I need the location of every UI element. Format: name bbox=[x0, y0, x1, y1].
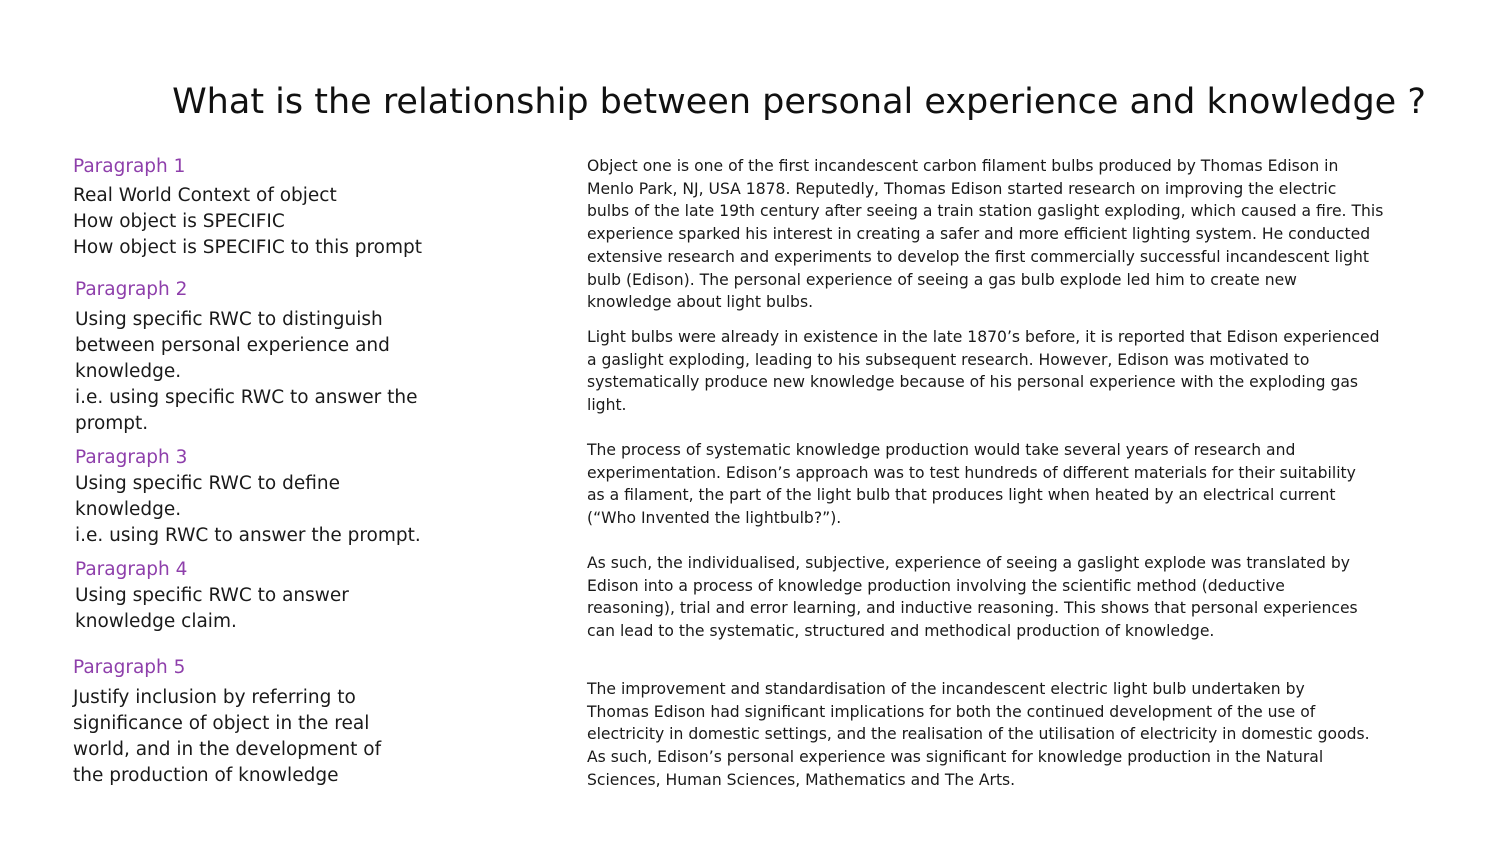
outline-heading: Paragraph 1 bbox=[73, 156, 186, 177]
outline-line: How object is SPECIFIC to this prompt bbox=[73, 237, 423, 258]
outline-line: prompt. bbox=[75, 413, 149, 434]
essay-line: Menlo Park, NJ, USA 1878. Reputedly, Thomas Edison started research on improving the electric bbox=[587, 179, 1337, 198]
outline-line: knowledge claim. bbox=[75, 611, 237, 632]
essay-line: knowledge about light bulbs. bbox=[587, 293, 814, 312]
outline-column bbox=[0, 0, 520, 844]
outline-line: i.e. using RWC to answer the prompt. bbox=[75, 525, 421, 546]
essay-line: bulb (Edison). The personal experience of seeing a gas bulb explode led him to create new bbox=[587, 270, 1297, 289]
essay-line: Edison into a process of knowledge production involving the scientific method (deductive bbox=[587, 576, 1285, 595]
essay-paragraph-4 bbox=[587, 552, 1427, 643]
essay-line: (“Who Invented the lightbulb?”). bbox=[587, 509, 842, 528]
essay-line: reasoning), trial and error learning, and inductive reasoning. This shows that personal experiences bbox=[587, 599, 1358, 618]
essay-line: Light bulbs were already in existence in the late 1870’s before, it is reported that Edison experienced bbox=[587, 328, 1380, 346]
outline-paragraph-5 bbox=[73, 655, 543, 789]
essay-line: experience sparked his interest in creating a safer and more efficient lighting system. He conducted bbox=[587, 225, 1371, 244]
page-title-text: What is the relationship between personal experience and knowledge ? bbox=[172, 82, 1426, 122]
outline-paragraph-1 bbox=[73, 154, 543, 261]
essay-line: bulbs of the late 19th century after seeing a train station gaslight exploding, which caused a fire. This bbox=[587, 202, 1384, 221]
essay-line: As such, the individualised, subjective, experience of seeing a gaslight explode was translated by bbox=[587, 554, 1350, 572]
essay-line: Object one is one of the first incandescent carbon filament bulbs produced by Thomas Edison in bbox=[587, 157, 1339, 175]
outline-paragraph-4 bbox=[75, 557, 545, 635]
outline-heading: Paragraph 5 bbox=[73, 657, 186, 678]
outline-line: between personal experience and bbox=[75, 335, 390, 356]
essay-line: a gaslight exploding, leading to his subsequent research. However, Edison was motivated to bbox=[587, 350, 1310, 369]
essay-line: experimentation. Edison’s approach was to test hundreds of different materials for their suitability bbox=[587, 463, 1356, 482]
essay-line: The improvement and standardisation of the incandescent electric light bulb undertaken by bbox=[587, 680, 1305, 698]
outline-line: Using specific RWC to distinguish bbox=[75, 309, 383, 330]
outline-line: Justify inclusion by referring to bbox=[73, 687, 356, 708]
essay-paragraph-1 bbox=[587, 155, 1427, 314]
outline-line: Using specific RWC to answer bbox=[75, 585, 349, 606]
outline-line: the production of knowledge bbox=[73, 765, 339, 786]
outline-line: Real World Context of object bbox=[73, 185, 337, 206]
essay-paragraph-2 bbox=[587, 326, 1427, 417]
outline-heading: Paragraph 3 bbox=[75, 447, 188, 468]
outline-line: Using specific RWC to define bbox=[75, 473, 340, 494]
outline-line: i.e. using specific RWC to answer the bbox=[75, 387, 418, 408]
outline-line: How object is SPECIFIC bbox=[73, 211, 285, 232]
outline-paragraph-3 bbox=[75, 445, 545, 549]
essay-paragraph-5 bbox=[587, 678, 1427, 792]
essay-line: can lead to the systematic, structured and methodical production of knowledge. bbox=[587, 622, 1215, 641]
essay-line: electricity in domestic settings, and the realisation of the utilisation of electricity in domestic goods. bbox=[587, 725, 1370, 744]
outline-line: knowledge. bbox=[75, 361, 182, 382]
outline-line: significance of object in the real bbox=[73, 713, 370, 734]
essay-line: light. bbox=[587, 396, 627, 415]
essay-line: as a filament, the part of the light bulb that produces light when heated by an electrical current bbox=[587, 486, 1336, 505]
essay-line: Sciences, Human Sciences, Mathematics and The Arts. bbox=[587, 770, 1016, 789]
essay-line: extensive research and experiments to develop the first commercially successful incandescent light bbox=[587, 247, 1370, 266]
outline-paragraph-2 bbox=[75, 277, 545, 437]
outline-heading: Paragraph 4 bbox=[75, 559, 188, 580]
essay-paragraph-3 bbox=[587, 439, 1427, 530]
essay-line: systematically produce new knowledge because of his personal experience with the exploding gas bbox=[587, 373, 1359, 392]
outline-line: world, and in the development of bbox=[73, 739, 382, 760]
outline-line: knowledge. bbox=[75, 499, 182, 520]
essay-line: As such, Edison’s personal experience was significant for knowledge production in the Natural bbox=[587, 748, 1324, 767]
essay-line: The process of systematic knowledge production would take several years of research and bbox=[587, 441, 1296, 459]
essay-line: Thomas Edison had significant implications for both the continued development of the use of bbox=[587, 702, 1316, 721]
outline-heading: Paragraph 2 bbox=[75, 279, 188, 300]
